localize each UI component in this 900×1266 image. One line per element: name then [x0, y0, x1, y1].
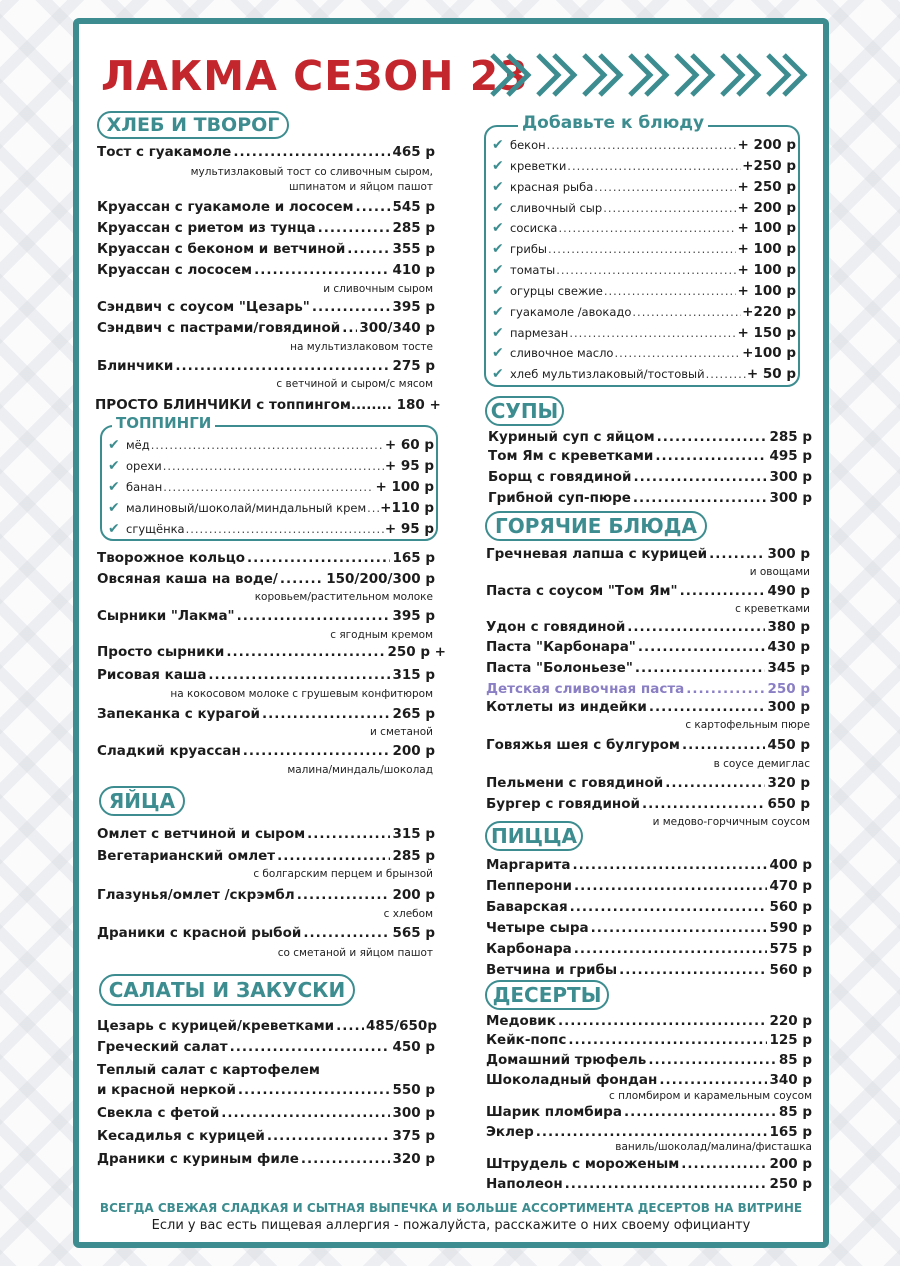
- item-name: Цезарь с курицей/креветками: [97, 1018, 335, 1034]
- menu-item: [486, 1155, 812, 1173]
- item-price: 650 р: [767, 796, 810, 812]
- topping-name: банан: [126, 480, 163, 494]
- menu-item: [97, 357, 435, 375]
- addon-price: + 250 р: [737, 179, 796, 195]
- menu-item: [97, 261, 435, 279]
- item-name: Сэндвич с соусом "Цезарь": [97, 299, 310, 315]
- check-icon: ✔: [492, 200, 504, 216]
- menu-item: [97, 742, 435, 760]
- menu-item: [97, 607, 435, 625]
- item-price: 450 р: [767, 737, 810, 753]
- section-pizza: ПИЦЦА: [485, 821, 583, 851]
- item-note: с креветками: [735, 603, 810, 615]
- item-name: Драники с красной рыбой: [97, 925, 302, 941]
- menu-item: [486, 1123, 812, 1141]
- item-name: Паста с соусом "Том Ям": [486, 583, 678, 599]
- menu-item: [97, 1150, 435, 1168]
- menu-item: [97, 570, 435, 588]
- item-price: 410 р: [392, 262, 435, 278]
- item-name: Греческий салат: [97, 1039, 228, 1055]
- item-name: Паста "Карбонара": [486, 639, 636, 655]
- item-name: Удон с говядиной: [486, 619, 626, 635]
- item-price: 565 р: [392, 925, 435, 941]
- check-icon: ✔: [492, 158, 504, 174]
- section-bread: ХЛЕБ И ТВОРОГ: [97, 111, 289, 139]
- section-salads: САЛАТЫ И ЗАКУСКИ: [99, 974, 355, 1006]
- item-price: 485/650р: [366, 1018, 437, 1034]
- menu-item: [486, 1175, 812, 1193]
- addon-name: креветки: [510, 159, 567, 173]
- item-price: 470 р: [769, 878, 812, 894]
- item-price: 300 р: [767, 546, 810, 562]
- item-note: на кокосовом молоке с грушевым конфитюром: [170, 688, 433, 700]
- topping-price: + 60 р: [384, 437, 434, 453]
- addon-name: грибы: [510, 242, 547, 256]
- item-name: Просто сырники: [97, 644, 225, 660]
- item-price: 395 р: [392, 608, 435, 624]
- item-price: 300 р: [769, 469, 812, 485]
- item-name: Котлеты из индейки: [486, 699, 647, 715]
- check-icon: ✔: [492, 241, 504, 257]
- addon-row: [492, 283, 796, 299]
- item-name: Овсяная каша на воде/: [97, 571, 278, 587]
- addon-price: + 100 р: [737, 262, 796, 278]
- menu-item: [486, 774, 810, 792]
- check-icon: ✔: [108, 458, 120, 474]
- menu-item: [488, 468, 812, 486]
- menu-item: [97, 825, 435, 843]
- item-note: с пломбиром и карамельным соусом: [609, 1090, 812, 1102]
- addon-row: [492, 158, 796, 174]
- item-name: Наполеон: [486, 1176, 563, 1192]
- item-price: 165 р: [392, 550, 435, 566]
- item-name: Маргарита: [486, 857, 571, 873]
- item-price: 285 р: [392, 848, 435, 864]
- item-name: Баварская: [486, 899, 568, 915]
- item-name: Куриный суп с яйцом: [488, 429, 655, 445]
- menu-item: [97, 240, 435, 258]
- menu-item-kids: [486, 680, 810, 698]
- addon-name: томаты: [510, 263, 556, 277]
- item-price: 250 р: [769, 1176, 812, 1192]
- addon-name: сливочное масло: [510, 346, 614, 360]
- check-icon: ✔: [108, 437, 120, 453]
- addon-price: + 50 р: [746, 366, 796, 382]
- menu-item: [486, 618, 810, 636]
- item-price: 490 р: [767, 583, 810, 599]
- menu-item: [97, 143, 435, 161]
- menu-item: [486, 582, 810, 600]
- item-name: Штрудель с мороженым: [486, 1156, 680, 1172]
- item-note: малина/миндаль/шоколад: [287, 764, 433, 776]
- item-note: и сметаной: [370, 726, 433, 738]
- menu-item: [97, 198, 435, 216]
- item-name: Карбонара: [486, 941, 572, 957]
- item-price: 200 р: [392, 887, 435, 903]
- check-icon: ✔: [108, 479, 120, 495]
- item-note: с ветчиной и сыром/с мясом: [276, 378, 433, 390]
- item-price: 560 р: [769, 962, 812, 978]
- addon-row: [492, 220, 796, 236]
- topping-price: + 100 р: [375, 479, 434, 495]
- addon-price: +220 р: [742, 304, 796, 320]
- topping-row: [108, 437, 434, 453]
- addon-price: + 100 р: [737, 241, 796, 257]
- addon-price: + 100 р: [737, 220, 796, 236]
- item-name: Запеканка с курагой: [97, 706, 260, 722]
- check-icon: ✔: [108, 500, 120, 516]
- menu-item: [486, 1051, 812, 1069]
- item-name: Говяжья шея с булгуром: [486, 737, 680, 753]
- item-note: и сливочным сыром: [323, 283, 433, 295]
- menu-item: [97, 643, 446, 661]
- item-name: Круассан с лососем: [97, 262, 253, 278]
- item-price: 200 р: [769, 1156, 812, 1172]
- check-icon: ✔: [492, 283, 504, 299]
- addon-row: [492, 200, 796, 216]
- item-price: 465 р: [392, 144, 435, 160]
- addon-row: [492, 179, 796, 195]
- menu-item: [486, 940, 812, 958]
- menu-item: [97, 298, 435, 316]
- addon-row: [492, 241, 796, 257]
- addons-label: Добавьте к блюду: [518, 113, 708, 133]
- menu-item: [486, 1071, 812, 1089]
- check-icon: ✔: [492, 366, 504, 382]
- item-price: 165 р: [769, 1124, 812, 1140]
- menu-item: [486, 877, 812, 895]
- check-icon: ✔: [108, 521, 120, 537]
- addon-price: +100 р: [742, 345, 796, 361]
- toppings-label: ТОППИНГИ: [112, 414, 215, 432]
- addon-name: бекон: [510, 138, 546, 152]
- menu-item: [97, 219, 435, 237]
- item-name: Сладкий круассан: [97, 743, 241, 759]
- item-name: Пепперони: [486, 878, 572, 894]
- item-price: 300 р: [767, 699, 810, 715]
- item-note: с болгарским перцем и брынзой: [253, 868, 433, 880]
- addon-name: сосиска: [510, 221, 558, 235]
- topping-row: [108, 458, 434, 474]
- addon-name: красная рыба: [510, 180, 594, 194]
- item-price: 340 р: [769, 1072, 812, 1088]
- item-price: 320 р: [392, 1151, 435, 1167]
- menu-item: [486, 961, 812, 979]
- item-name: Домашний трюфель: [486, 1052, 647, 1068]
- topping-name: сгущёнка: [126, 522, 185, 536]
- item-price: 220 р: [769, 1013, 812, 1029]
- item-price: 85 р: [778, 1104, 812, 1120]
- topping-row: [108, 521, 434, 537]
- item-price: 315 р: [392, 667, 435, 683]
- addon-name: хлеб мультизлаковый/тостовый: [510, 367, 705, 381]
- addon-name: огурцы свежие: [510, 284, 603, 298]
- addon-price: + 200 р: [737, 200, 796, 216]
- item-name: Медовик: [486, 1013, 556, 1029]
- menu-item: [97, 924, 435, 942]
- item-price: 550 р: [392, 1082, 435, 1098]
- item-price: 285 р: [392, 220, 435, 236]
- item-price: 300/340 р: [359, 320, 435, 336]
- item-price: 285 р: [769, 429, 812, 445]
- item-price: 560 р: [769, 899, 812, 915]
- item-name: Ветчина и грибы: [486, 962, 618, 978]
- item-note: с ягодным кремом: [330, 629, 433, 641]
- menu-item: [486, 736, 810, 754]
- check-icon: ✔: [492, 325, 504, 341]
- item-name: Шарик пломбира: [486, 1104, 622, 1120]
- menu-item: [97, 549, 435, 567]
- addon-name: гуакамоле /авокадо: [510, 305, 632, 319]
- menu-item: [97, 319, 435, 337]
- menu-item: [97, 1104, 435, 1122]
- item-name: Четыре сыра: [486, 920, 589, 936]
- menu-item: [97, 847, 435, 865]
- menu-item: [486, 1012, 812, 1030]
- topping-row: [108, 500, 434, 516]
- topping-name: малиновый/шоколай/миндальный крем: [126, 501, 367, 515]
- item-name: Эклер: [486, 1124, 534, 1140]
- item-name: Круассан с беконом и ветчиной: [97, 241, 346, 257]
- check-icon: ✔: [492, 179, 504, 195]
- item-note: со сметаной и яйцом пашот: [277, 947, 433, 959]
- menu-item: [486, 856, 812, 874]
- item-name-line: Теплый салат с картофелем: [97, 1062, 320, 1078]
- item-price: 345 р: [767, 660, 810, 676]
- item-note: шпинатом и яйцом пашот: [289, 181, 433, 193]
- item-name: Круассан с риетом из тунца: [97, 220, 316, 236]
- addon-row: [492, 304, 796, 320]
- addon-row: [492, 262, 796, 278]
- item-note: ваниль/шоколад/малина/фисташка: [615, 1141, 812, 1153]
- item-name: Бургер с говядиной: [486, 796, 640, 812]
- menu-item: [97, 886, 435, 904]
- menu-item: [97, 1017, 437, 1035]
- item-name: Шоколадный фондан: [486, 1072, 658, 1088]
- topping-name: орехи: [126, 459, 162, 473]
- item-price: 495 р: [769, 448, 812, 464]
- menu-item: [486, 919, 812, 937]
- item-price: 575 р: [769, 941, 812, 957]
- check-icon: ✔: [492, 345, 504, 361]
- item-name: Рисовая каша: [97, 667, 207, 683]
- menu-item: [486, 638, 810, 656]
- addon-name: пармезан: [510, 326, 569, 340]
- menu-item: [488, 489, 812, 507]
- item-price: 150/200/300 р: [326, 571, 435, 587]
- item-price: 300 р: [769, 490, 812, 506]
- item-price: 375 р: [392, 1128, 435, 1144]
- item-note: и медово-горчичным соусом: [652, 816, 810, 828]
- menu-item: [97, 666, 435, 684]
- item-price: 250 р +: [387, 644, 446, 660]
- item-price: 85 р: [778, 1052, 812, 1068]
- item-name: Борщ с говядиной: [488, 469, 632, 485]
- item-note: коровьем/растительном молоке: [254, 591, 433, 603]
- check-icon: ✔: [492, 304, 504, 320]
- item-name: Свекла с фетой: [97, 1105, 220, 1121]
- item-name: Паста "Болоньезе": [486, 660, 633, 676]
- check-icon: ✔: [492, 137, 504, 153]
- addon-row: [492, 366, 796, 382]
- item-name: Вегетарианский омлет: [97, 848, 276, 864]
- item-name: Блинчики: [97, 358, 174, 374]
- item-name: Творожное кольцо: [97, 550, 245, 566]
- item-name: Тост с гуакамоле: [97, 144, 232, 160]
- section-desserts: ДЕСЕРТЫ: [485, 980, 609, 1010]
- check-icon: ✔: [492, 262, 504, 278]
- addon-price: + 150 р: [737, 325, 796, 341]
- menu-title: ЛАКМА СЕЗОН 23: [101, 52, 529, 100]
- section-hot: ГОРЯЧИЕ БЛЮДА: [485, 511, 707, 541]
- crepes-topping-line: ПРОСТО БЛИНЧИКИ с топпингом........ 180 +: [95, 397, 441, 413]
- topping-price: +110 р: [380, 500, 434, 516]
- menu-item: [97, 1127, 435, 1145]
- footer-allergy-note: Если у вас есть пищевая аллергия - пожалуйста, расскажите о них своему официанту: [151, 1218, 751, 1233]
- addon-row: [492, 325, 796, 341]
- item-price: 300 р: [392, 1105, 435, 1121]
- check-icon: ✔: [492, 220, 504, 236]
- topping-price: + 95 р: [384, 458, 434, 474]
- addon-row: [492, 137, 796, 153]
- item-name: Глазунья/омлет /скрэмбл: [97, 887, 295, 903]
- section-soups: СУПЫ: [485, 396, 564, 426]
- menu-item: [486, 898, 812, 916]
- item-note: на мультизлаковом тосте: [290, 341, 433, 353]
- item-price: 400 р: [769, 857, 812, 873]
- item-price: 200 р: [392, 743, 435, 759]
- item-name: Сэндвич с пастрами/говядиной: [97, 320, 341, 336]
- menu-item: [486, 795, 810, 813]
- topping-price: + 95 р: [384, 521, 434, 537]
- addon-row: [492, 345, 796, 361]
- footer-bakery-note: ВСЕГДА СВЕЖАЯ СЛАДКАЯ И СЫТНАЯ ВЫПЕЧКА И БОЛЬШЕ АССОРТИМЕНТА ДЕСЕРТОВ НА ВИТРИНЕ: [99, 1201, 803, 1215]
- addon-price: + 100 р: [737, 283, 796, 299]
- menu-item: [486, 1031, 812, 1049]
- section-eggs: ЯЙЦА: [99, 786, 185, 816]
- item-name: Кейк-попс: [486, 1032, 567, 1048]
- item-name: Круассан с гуакамоле и лососем: [97, 199, 354, 215]
- item-price: 275 р: [392, 358, 435, 374]
- item-note: с картофельным пюре: [685, 719, 810, 731]
- addon-price: +250 р: [742, 158, 796, 174]
- item-note: с хлебом: [383, 908, 433, 920]
- item-price: 430 р: [767, 639, 810, 655]
- menu-item: [97, 1038, 435, 1056]
- item-note: мультизлаковый тост со сливочным сыром,: [190, 166, 433, 178]
- item-note: и овощами: [749, 566, 810, 578]
- item-name: Омлет с ветчиной и сыром: [97, 826, 306, 842]
- addon-price: + 200 р: [737, 137, 796, 153]
- menu-item: [97, 1081, 435, 1099]
- item-price: 590 р: [769, 920, 812, 936]
- item-name: Пельмени с говядиной: [486, 775, 664, 791]
- item-price: 250 р: [767, 681, 810, 697]
- item-price: 355 р: [392, 241, 435, 257]
- menu-item: [488, 428, 812, 446]
- addon-name: сливочный сыр: [510, 201, 603, 215]
- item-name: и красной неркой: [97, 1082, 236, 1098]
- item-name: Гречневая лапша с курицей: [486, 546, 708, 562]
- item-note: в соусе демиглас: [713, 758, 810, 770]
- item-name: Сырники "Лакма": [97, 608, 235, 624]
- menu-item: [486, 1103, 812, 1121]
- item-name: Детская сливочная паста: [486, 681, 685, 697]
- menu-item: [488, 447, 812, 465]
- item-price: 315 р: [392, 826, 435, 842]
- item-price: 450 р: [392, 1039, 435, 1055]
- item-price: 545 р: [392, 199, 435, 215]
- topping-row: [108, 479, 434, 495]
- chevron-pattern-decoration: [488, 51, 810, 99]
- item-price: 125 р: [769, 1032, 812, 1048]
- item-name: Кесадилья с курицей: [97, 1128, 265, 1144]
- item-name: Драники с куриным филе: [97, 1151, 299, 1167]
- menu-item: [486, 659, 810, 677]
- item-price: 265 р: [392, 706, 435, 722]
- item-price: 380 р: [767, 619, 810, 635]
- menu-item: [486, 545, 810, 563]
- item-price: 320 р: [767, 775, 810, 791]
- item-price: 395 р: [392, 299, 435, 315]
- item-name: Том Ям с креветками: [488, 448, 654, 464]
- topping-name: мёд: [126, 438, 150, 452]
- menu-item: [97, 705, 435, 723]
- menu-item: [486, 698, 810, 716]
- item-name: Грибной суп-пюре: [488, 490, 631, 506]
